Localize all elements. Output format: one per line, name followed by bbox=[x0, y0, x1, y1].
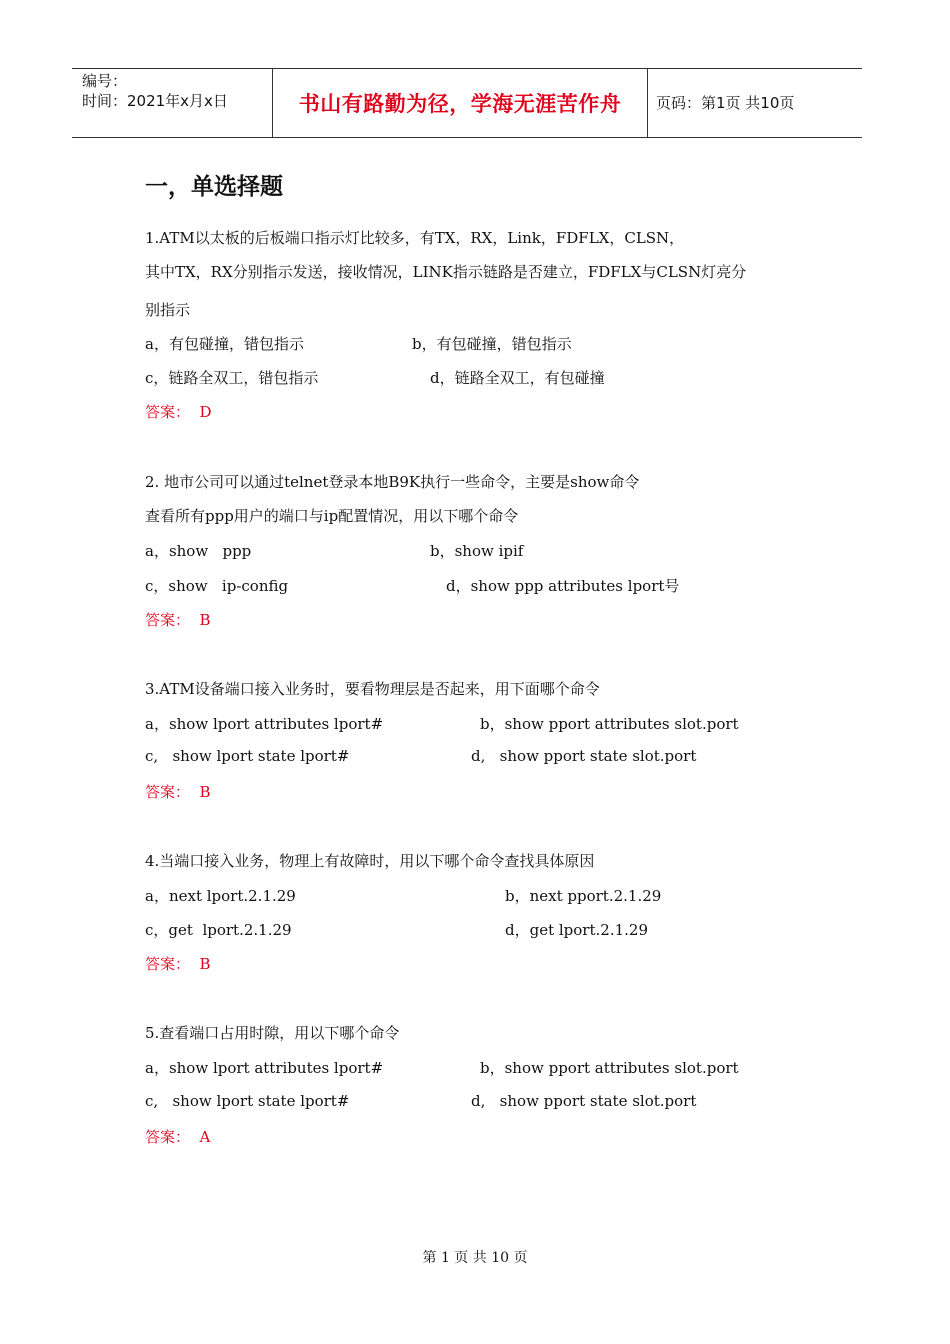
header-meta-cell bbox=[72, 69, 273, 137]
question-2-option-c: c，show ip-config bbox=[145, 577, 289, 595]
question-1-option-b: b，有包碰撞，错包指示 bbox=[412, 335, 572, 353]
header-motto: 书山有路勤为径，学海无涯苦作舟 bbox=[298, 92, 622, 116]
question-4-option-c: c，get lport.2.1.29 bbox=[145, 921, 292, 939]
question-2-option-b: b，show ipif bbox=[430, 542, 524, 560]
question-5-option-c: c, show lport state lport# bbox=[145, 1092, 350, 1110]
question-1-answer: 答案： D bbox=[145, 403, 212, 421]
page-footer: 第 1 页 共 10 页 bbox=[422, 1250, 528, 1266]
document-time-label: 时间：2021年x月x日 bbox=[82, 92, 228, 110]
question-2-answer: 答案： B bbox=[145, 611, 211, 629]
question-2-line-2: 查看所有ppp用户的端口与ip配置情况，用以下哪个命令 bbox=[145, 507, 519, 525]
question-4-option-b: b，next pport.2.1.29 bbox=[505, 887, 662, 905]
question-3-option-a: a，show lport attributes lport# bbox=[145, 715, 384, 733]
question-2-line-1: 2. 地市公司可以通过telnet登录本地B9K执行一些命令，主要是show命令 bbox=[145, 473, 640, 491]
question-5-answer: 答案： A bbox=[145, 1128, 211, 1146]
question-3-option-c: c, show lport state lport# bbox=[145, 747, 350, 765]
question-1-option-a: a，有包碰撞，错包指示 bbox=[145, 335, 304, 353]
page-header bbox=[72, 68, 862, 138]
question-1-line-2: 其中TX，RX分别指示发送，接收情况，LINK指示链路是否建立，FDFLX与CLSN灯亮分 bbox=[145, 263, 747, 281]
section-title: 一，单选择题 bbox=[145, 174, 283, 200]
question-5-option-a: a，show lport attributes lport# bbox=[145, 1059, 384, 1077]
header-page-cell bbox=[648, 69, 862, 137]
question-5-line-1: 5.查看端口占用时隙，用以下哪个命令 bbox=[145, 1024, 400, 1042]
question-3-answer: 答案： B bbox=[145, 783, 211, 801]
question-5-option-b: b，show pport attributes slot.port bbox=[480, 1059, 739, 1077]
header-page-number: 页码：第1页 共10页 bbox=[656, 94, 795, 112]
question-4-option-a: a，next lport.2.1.29 bbox=[145, 887, 296, 905]
question-3-option-b: b，show pport attributes slot.port bbox=[480, 715, 739, 733]
header-motto-cell bbox=[273, 69, 648, 137]
question-1-option-c: c，链路全双工，错包指示 bbox=[145, 369, 319, 387]
question-4-line-1: 4.当端口接入业务，物理上有故障时，用以下哪个命令查找具体原因 bbox=[145, 852, 595, 870]
question-3-option-d: d, show pport state slot.port bbox=[471, 747, 697, 765]
question-4-answer: 答案： B bbox=[145, 955, 211, 973]
question-5-option-d: d, show pport state slot.port bbox=[471, 1092, 697, 1110]
question-2-option-d: d，show ppp attributes lport号 bbox=[446, 577, 680, 595]
question-1-line-3: 别指示 bbox=[145, 301, 191, 319]
question-1-option-d: d，链路全双工，有包碰撞 bbox=[430, 369, 605, 387]
question-3-line-1: 3.ATM设备端口接入业务时，要看物理层是否起来，用下面哪个命令 bbox=[145, 680, 600, 698]
document-number-label: 编号： bbox=[82, 72, 128, 90]
question-1-line-1: 1.ATM以太板的后板端口指示灯比较多，有TX，RX，Link，FDFLX，CLSN， bbox=[145, 229, 685, 247]
question-2-option-a: a，show ppp bbox=[145, 542, 252, 560]
question-4-option-d: d，get lport.2.1.29 bbox=[505, 921, 648, 939]
